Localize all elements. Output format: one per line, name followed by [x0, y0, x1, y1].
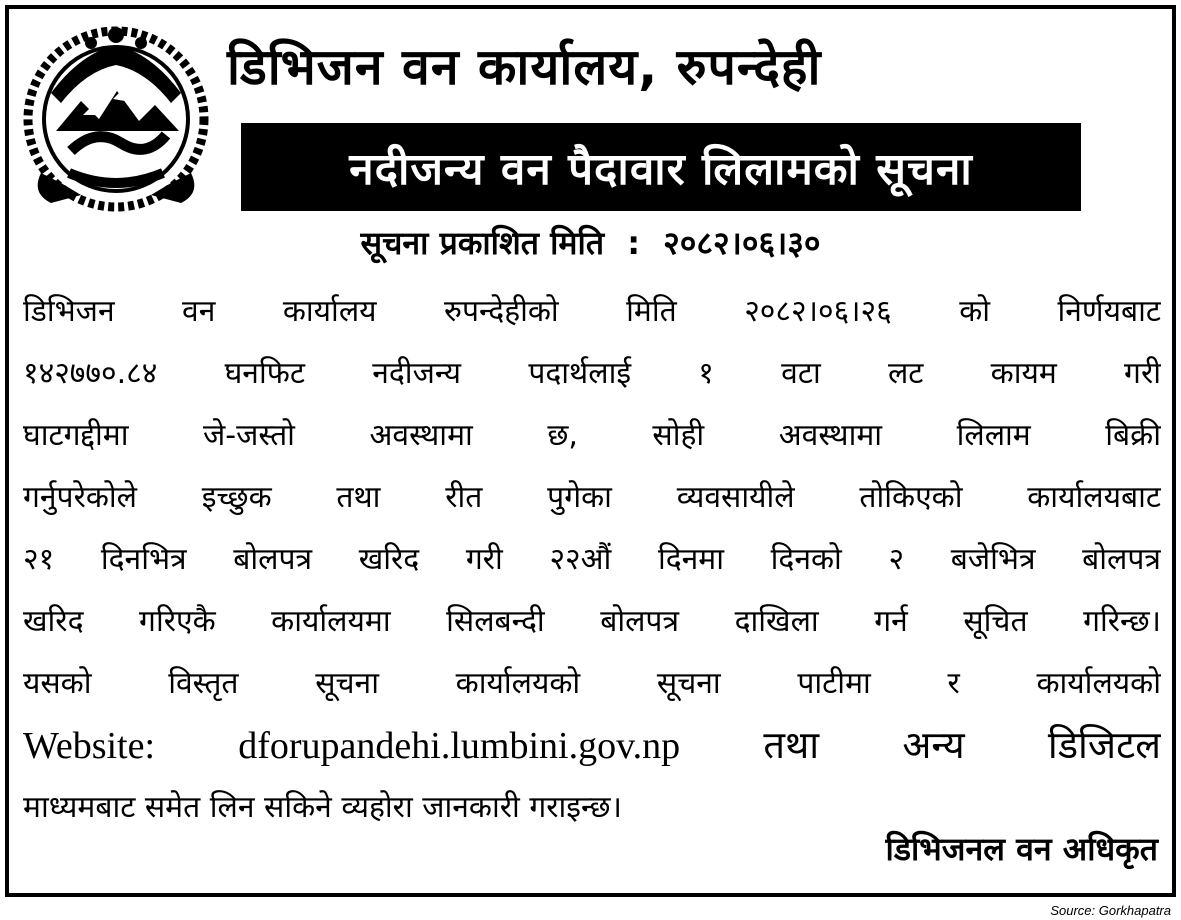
body-line: यसको विस्तृत सूचना कार्यालयको सूचना पाटीमा र कार्यालयको	[23, 666, 1161, 701]
body-line: खरिद गरिएकै कार्यालयमा सिलबन्दी बोलपत्र दाखिला गर्न सूचित गरिन्छ।	[23, 604, 1161, 639]
publication-date-separator: :	[627, 224, 640, 262]
notice-body	[23, 281, 1161, 839]
body-line: १४२७७०.८४ घनफिट नदीजन्य पदार्थलाई १ वटा लट कायम गरी	[23, 356, 1161, 391]
source-credit: Source: Gorkhapatra	[1050, 903, 1171, 918]
signature-designation: डिभिजनल वन अधिकृत	[885, 830, 1158, 868]
notice-title: नदीजन्य वन पैदावार लिलामको सूचना	[349, 144, 973, 195]
publication-date-line	[9, 221, 1172, 264]
office-title: डिभिजन वन कार्यालय, रुपन्देही	[227, 38, 822, 96]
notice-frame	[5, 5, 1176, 897]
body-line: घाटगद्दीमा जे-जस्तो अवस्थामा छ, सोही अवस्थामा लिलाम बिक्री	[23, 418, 1161, 453]
publication-date-value: २०८२।०६।३०	[663, 224, 821, 262]
body-line: २१ दिनभित्र बोलपत्र खरिद गरी २२औं दिनमा दिनको २ बजेभित्र बोलपत्र	[23, 542, 1161, 577]
notice-title-banner	[241, 123, 1081, 211]
body-line: माध्यमबाट समेत लिन सकिने व्यहोरा जानकारी गराइन्छ।	[23, 790, 622, 825]
body-line: डिभिजन वन कार्यालय रुपन्देहीको मिति २०८२।०६।२६ को निर्णयबाट	[23, 294, 1161, 329]
body-line-website: Website: dforupandehi.lumbini.gov.np तथा अन्य डिजिटल	[23, 725, 1161, 767]
nepal-government-emblem-icon	[21, 23, 211, 215]
body-line: गर्नुपरेकोले इच्छुक तथा रीत पुगेका व्यवसायीले तोकिएको कार्यालयबाट	[23, 480, 1161, 515]
publication-date-label: सूचना प्रकाशित मिति	[360, 224, 605, 262]
